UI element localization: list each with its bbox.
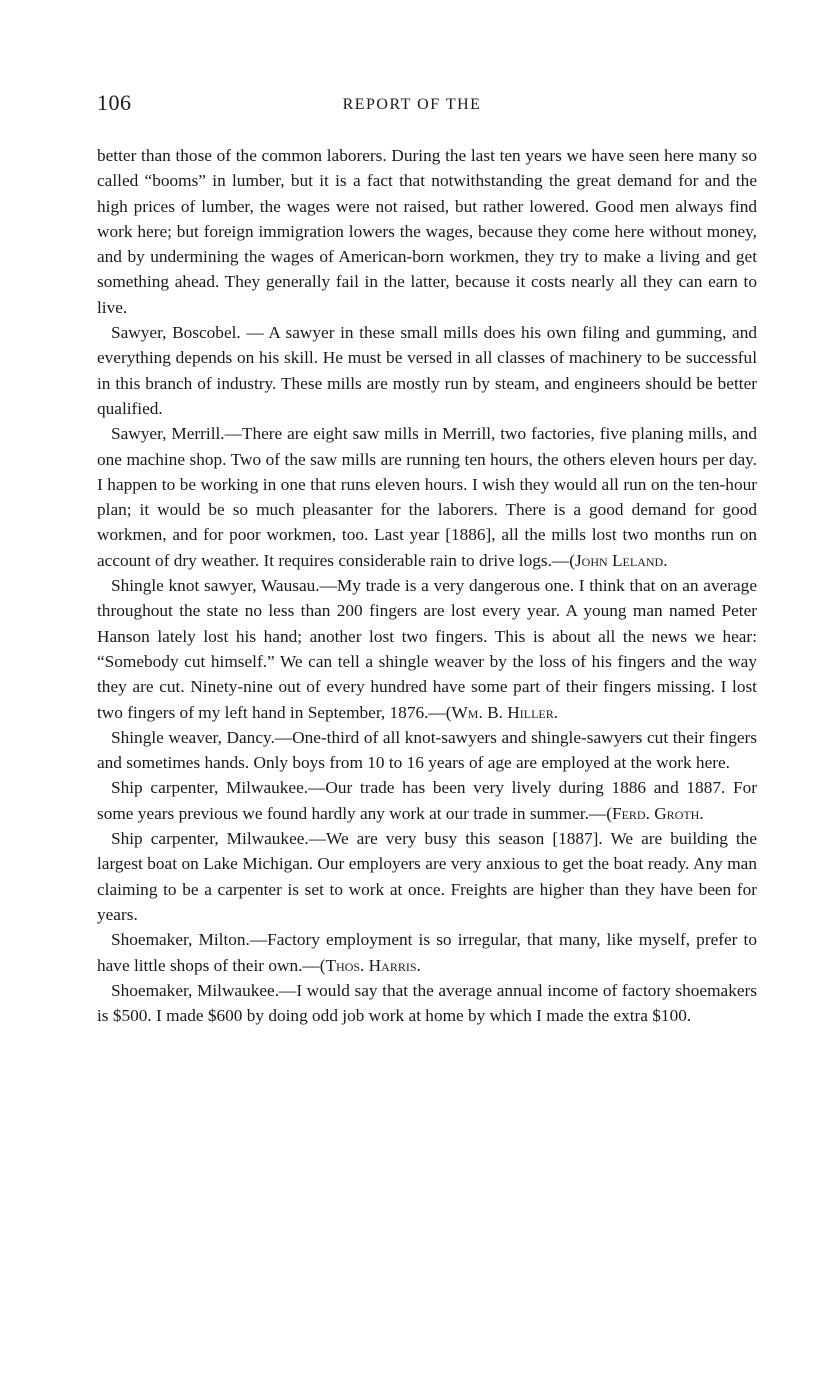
paragraph-text: Shoemaker, Milton.—Factory employment is so irregular, that many, like myself, prefer to have little shops of their own.—( xyxy=(97,930,757,975)
paragraph-text: Sawyer, Merrill.—There are eight saw mills in Merrill, two factories, five planing mills, and one machine shop. Two of the saw mills are running ten hours, the others eleven hours per day. I happen to be working in one that runs eleven hours. I wish they would all run on the ten-hour plan; it would be so much pleasanter for the laborers. There is a good demand for good workmen, and for poor workmen, too. Last year [1886], all the mills lost two months run on account of dry weather. It requires considerable rain to drive logs.—( xyxy=(97,424,757,570)
paragraph-text: Ship carpenter, Milwaukee.—We are very busy this season [1887]. We are building the largest boat on Lake Michigan. Our employers are very anxious to get the boat ready. Any man claiming to be a carpenter is set to work at once. Freights are higher than they have been for years. xyxy=(97,829,757,924)
signature: John Leland. xyxy=(574,550,668,570)
paragraph-text: Ship carpenter, Milwaukee.—Our trade has been very lively during 1886 and 1887. For some years previous we found hardly any work at our trade in summer.—( xyxy=(97,778,757,823)
paragraph-text: Sawyer, Boscobel. — A sawyer in these small mills does his own filing and gumming, and everything depends on his skill. He must be versed in all classes of machinery to be successful in this branch of industry. These mills are mostly run by steam, and engineers should be better qualified. xyxy=(97,323,757,418)
paragraph-sawyer-boscobel xyxy=(97,320,757,421)
paragraph-text: better than those of the common laborers. During the last ten years we have seen here many so called “booms” in lumber, but it is a fact that notwithstanding the great demand for and the high prices of lumber, the wages were not raised, but rather lowered. Good men always find work here; but foreign immigration lowers the wages, because they come here without money, and by undermining the wages of American-born workmen, they try to make a living and get something ahead. They generally fail in the latter, because it costs nearly all they can earn to live. xyxy=(97,146,757,317)
paragraph-ship-carpenter-1 xyxy=(97,775,757,826)
paragraph-text: Shingle weaver, Dancy.—One-third of all knot-sawyers and shingle-sawyers cut their fingers and sometimes hands. Only boys from 10 to 16 years of age are employed at the work here. xyxy=(97,727,757,773)
paragraph-shingle-weaver xyxy=(97,725,757,776)
paragraph-shingle-knot-sawyer xyxy=(97,573,757,725)
signature: Wm. B. Hiller. xyxy=(451,702,559,722)
paragraph-sawyer-merrill xyxy=(97,421,757,573)
paragraph-text: Shingle knot sawyer, Wausau.—My trade is a very dangerous one. I think that on an average throughout the state no less than 200 fingers are lost every year. A young man named Peter Hanson lately lost his hand; another lost two fingers. This is about all the news we hear: “Somebody cut himself.” We can tell a shingle weaver by the loss of his fingers and the way they are cut. Ninety-nine out of every hundred have some part of their fingers missing. I lost two fingers of my left hand in September, 1876.—( xyxy=(97,576,757,722)
paragraph-text: Shoemaker, Milwaukee.—I would say that the average annual income of factory shoemakers is $500. I made $600 by doing odd job work at home by which I made the extra $100. xyxy=(97,980,757,1026)
page-number: 106 xyxy=(97,90,132,115)
running-head: REPORT OF THE xyxy=(342,96,482,113)
paragraph-continuation xyxy=(97,143,757,320)
signature: Ferd. Groth. xyxy=(611,803,704,823)
body-text xyxy=(97,143,757,1028)
signature: Thos. Harris. xyxy=(325,955,421,975)
paragraph-shoemaker-milton xyxy=(97,927,757,978)
paragraph-shoemaker-milwaukee xyxy=(97,978,757,1029)
paragraph-ship-carpenter-2 xyxy=(97,826,757,927)
